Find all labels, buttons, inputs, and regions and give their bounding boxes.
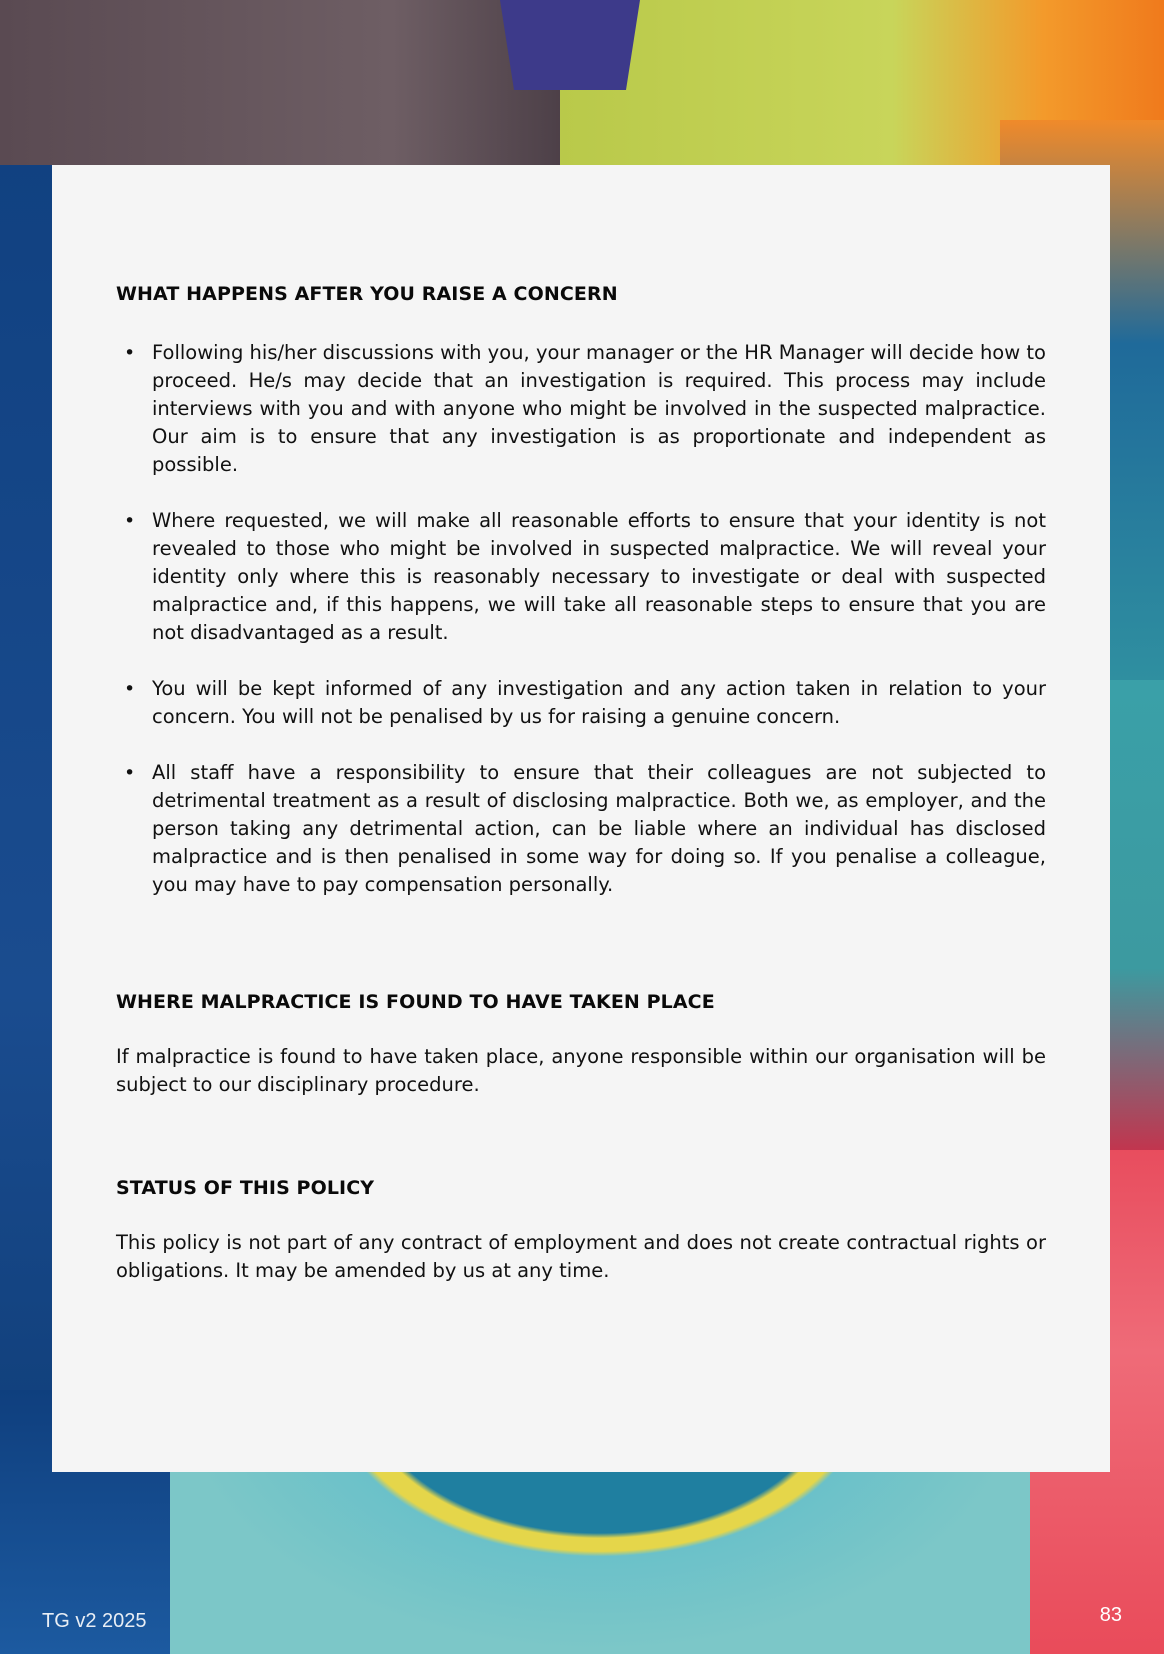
malpractice-found-paragraph: If malpractice is found to have taken place, anyone responsible within our organisation will be subject to our disciplinary procedure. [116,1045,1046,1096]
section-heading-after-concern: WHAT HAPPENS AFTER YOU RAISE A CONCERN [116,283,618,305]
policy-content [116,283,1046,1285]
page-number: 83 [1099,1604,1122,1626]
document-version: TG v2 2025 [42,1610,147,1632]
section-heading-malpractice-found: WHERE MALPRACTICE IS FOUND TO HAVE TAKEN PLACE [116,991,715,1013]
section-heading-policy-status: STATUS OF THIS POLICY [116,1177,375,1199]
list-item: • All staff have a responsibility to ensure that their colleagues are not subjected to detrimental treatment as a result of disclosing malpractice. Both we, as employer, and the person taking any detrimental action, can be liable where an individual has disclosed malpractice and is then penalised in some way for doing so. If you penalise a colleague, you may have to pay compensation personally. [152,759,1046,899]
concern-bullet-list [116,339,1046,899]
policy-status-paragraph: This policy is not part of any contract of employment and does not create contractual rights or obligations. It may be amended by us at any time. [116,1231,1046,1282]
content-panel [52,165,1110,1472]
list-item: • You will be kept informed of any investigation and any action taken in relation to your concern. You will not be penalised by us for raising a genuine concern. [152,675,1046,731]
list-item: • Following his/her discussions with you, your manager or the HR Manager will decide how to proceed. He/s may decide that an investigation is required. This process may include interviews with you and with anyone who might be involved in the suspected malpractice. Our aim is to ensure that any investigation is as proportionate and independent as possible. [152,339,1046,479]
list-item: • Where requested, we will make all reasonable efforts to ensure that your identity is not revealed to those who might be involved in suspected malpractice. We will reveal your identity only where this is reasonably necessary to investigate or deal with suspected malpractice and, if this happens, we will take all reasonable steps to ensure that you are not disadvantaged as a result. [152,507,1046,647]
